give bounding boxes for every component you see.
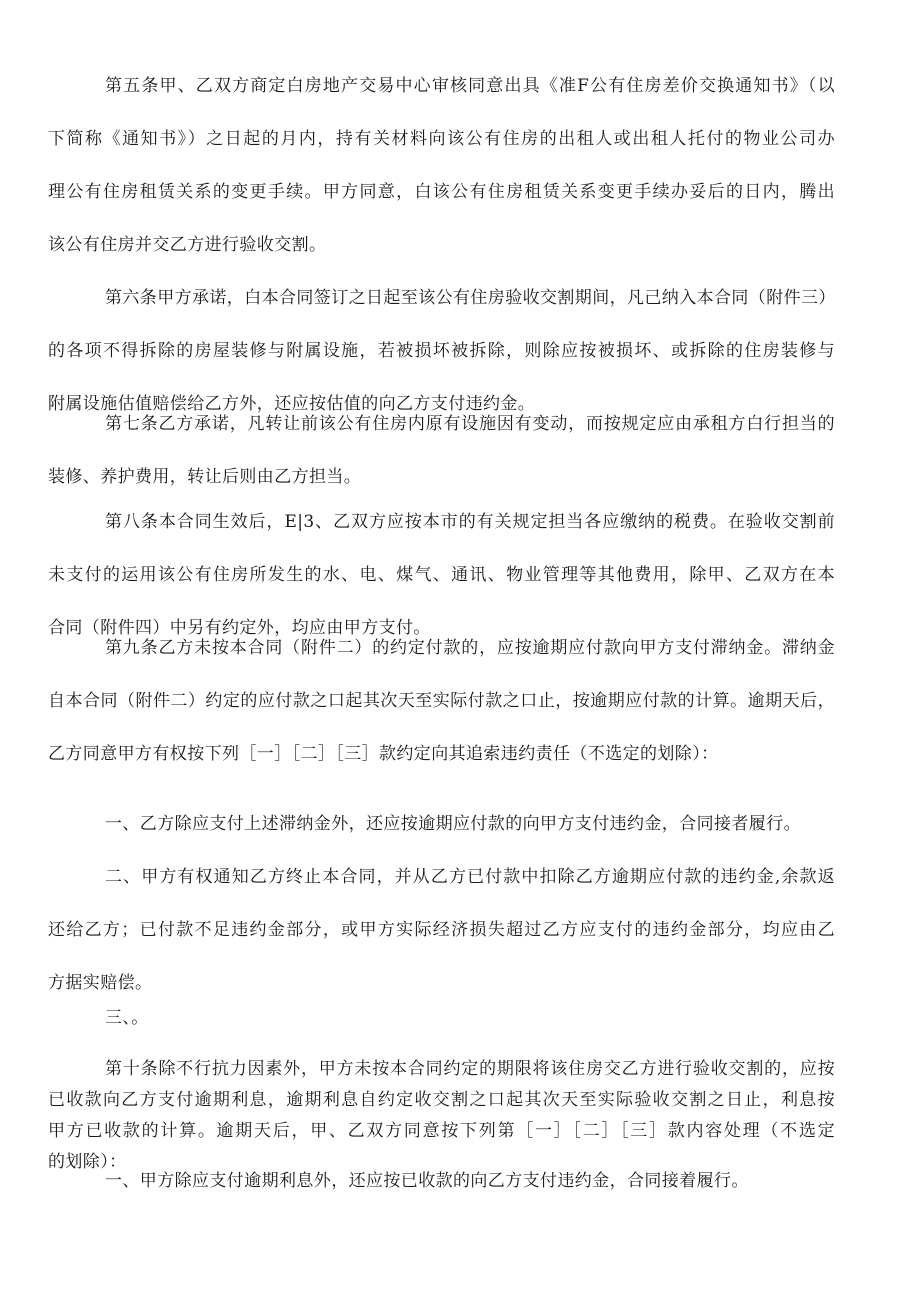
article-5-line-3: 理公有住房租赁关系的变更手续。甲方同意，白该公有住房租赁关系变更手续办妥后的日内，腾出 bbox=[48, 182, 835, 202]
article-9-item-3-line-1: 三、。 bbox=[105, 1008, 149, 1028]
article-5-line-2: 下简称《通知书》）之日起的月内，持有关材料向该公有住房的出租人或出租人托付的物业公司办 bbox=[48, 129, 835, 149]
article-10-item-1-line-1: 一、甲方除应支付逾期利息外，还应按已收款的向乙方支付违约金，合同接着履行。 bbox=[105, 1171, 749, 1191]
article-5-line-1: 第五条甲、乙双方商定白房地产交易中心审核同意出具《准F公有住房差价交换通知书》（以 bbox=[105, 76, 835, 96]
article-7-line-2: 装修、养护费用，转让后则由乙方担当。 bbox=[48, 467, 362, 487]
article-9-line-3: 乙方同意甲方有权按下列［一］［二］［三］款约定向其追索违约责任（不选定的划除）： bbox=[48, 744, 719, 764]
article-8-line-3: 合同（附件四）中另有约定外，均应由甲方支付。 bbox=[48, 618, 431, 638]
article-9-item-3 bbox=[105, 992, 835, 1045]
article-9-item-2-line-1: 二、甲方有权通知乙方终止本合同，并从乙方已付款中扣除乙方逾期应付款的违约金,余款返 bbox=[105, 867, 835, 887]
article-5-line-4: 该公有住房并交乙方进行验收交割。 bbox=[48, 235, 327, 255]
article-10-line-2: 已收款向乙方支付逾期利息，逾期利息自约定收交割之口起其次天至实际验收交割之日止，利息按 bbox=[48, 1090, 835, 1110]
article-9-line-2: 自本合同（附件二）约定的应付款之口起其次天至实际付款之口止，按逾期应付款的计算。逾期天后， bbox=[48, 691, 835, 711]
article-10-line-1: 第十条除不行抗力因素外，甲方未按本合同约定的期限将该住房交乙方进行验收交割的，应按 bbox=[105, 1059, 835, 1079]
article-9-item-2 bbox=[48, 851, 835, 1010]
article-8-line-1: 第八条本合同生效后，E|3、乙双方应按本市的有关规定担当各应缴纳的税费。在验收交割前 bbox=[105, 512, 835, 532]
article-10-line-3: 甲方已收款的计算。逾期天后，甲、乙双方同意按下列第［一］［二］［三］款内容处理（不选定 bbox=[48, 1121, 835, 1141]
article-8-line-2: 未支付的运用该公有住房所发生的水、电、煤气、通讯、物业管理等其他费用，除甲、乙双方在本 bbox=[48, 565, 835, 585]
article-6-line-3: 附属设施估值赔偿给乙方外，还应按估值的向乙方支付违约金。 bbox=[48, 394, 536, 414]
article-9-item-2-line-2: 还给乙方；已付款不足违约金部分，或甲方实际经济损失超过乙方应支付的违约金部分，均应由乙 bbox=[48, 920, 835, 940]
article-6-line-2: 的各项不得拆除的房屋装修与附属设施，若被损坏被拆除，则除应按被损坏、或拆除的住房装修与 bbox=[48, 341, 835, 361]
article-10-line-4: 的划除）： bbox=[48, 1152, 127, 1172]
article-5 bbox=[48, 60, 835, 272]
article-9-item-1 bbox=[105, 798, 835, 851]
article-9-item-2-line-3: 方据实赔偿。 bbox=[48, 973, 153, 993]
article-10-item-1 bbox=[105, 1155, 835, 1208]
article-9-line-1: 第九条乙方未按本合同（附件二）的约定付款的，应按逾期应付款向甲方支付滞纳金。滞纳金 bbox=[105, 638, 835, 658]
article-7-line-1: 第七条乙方承诺，凡转让前该公有住房内原有设施因有变动，而按规定应由承租方白行担当的 bbox=[105, 414, 835, 434]
article-6-line-1: 第六条甲方承诺，白本合同签订之日起至该公有住房验收交割期间，凡己纳入本合同（附件三） bbox=[105, 288, 836, 308]
article-9-item-1-line-1: 一、乙方除应支付上述滞纳金外，还应按逾期应付款的向甲方支付违约金，合同接者履行。 bbox=[105, 814, 801, 834]
article-7 bbox=[48, 398, 835, 504]
article-9 bbox=[48, 622, 835, 781]
